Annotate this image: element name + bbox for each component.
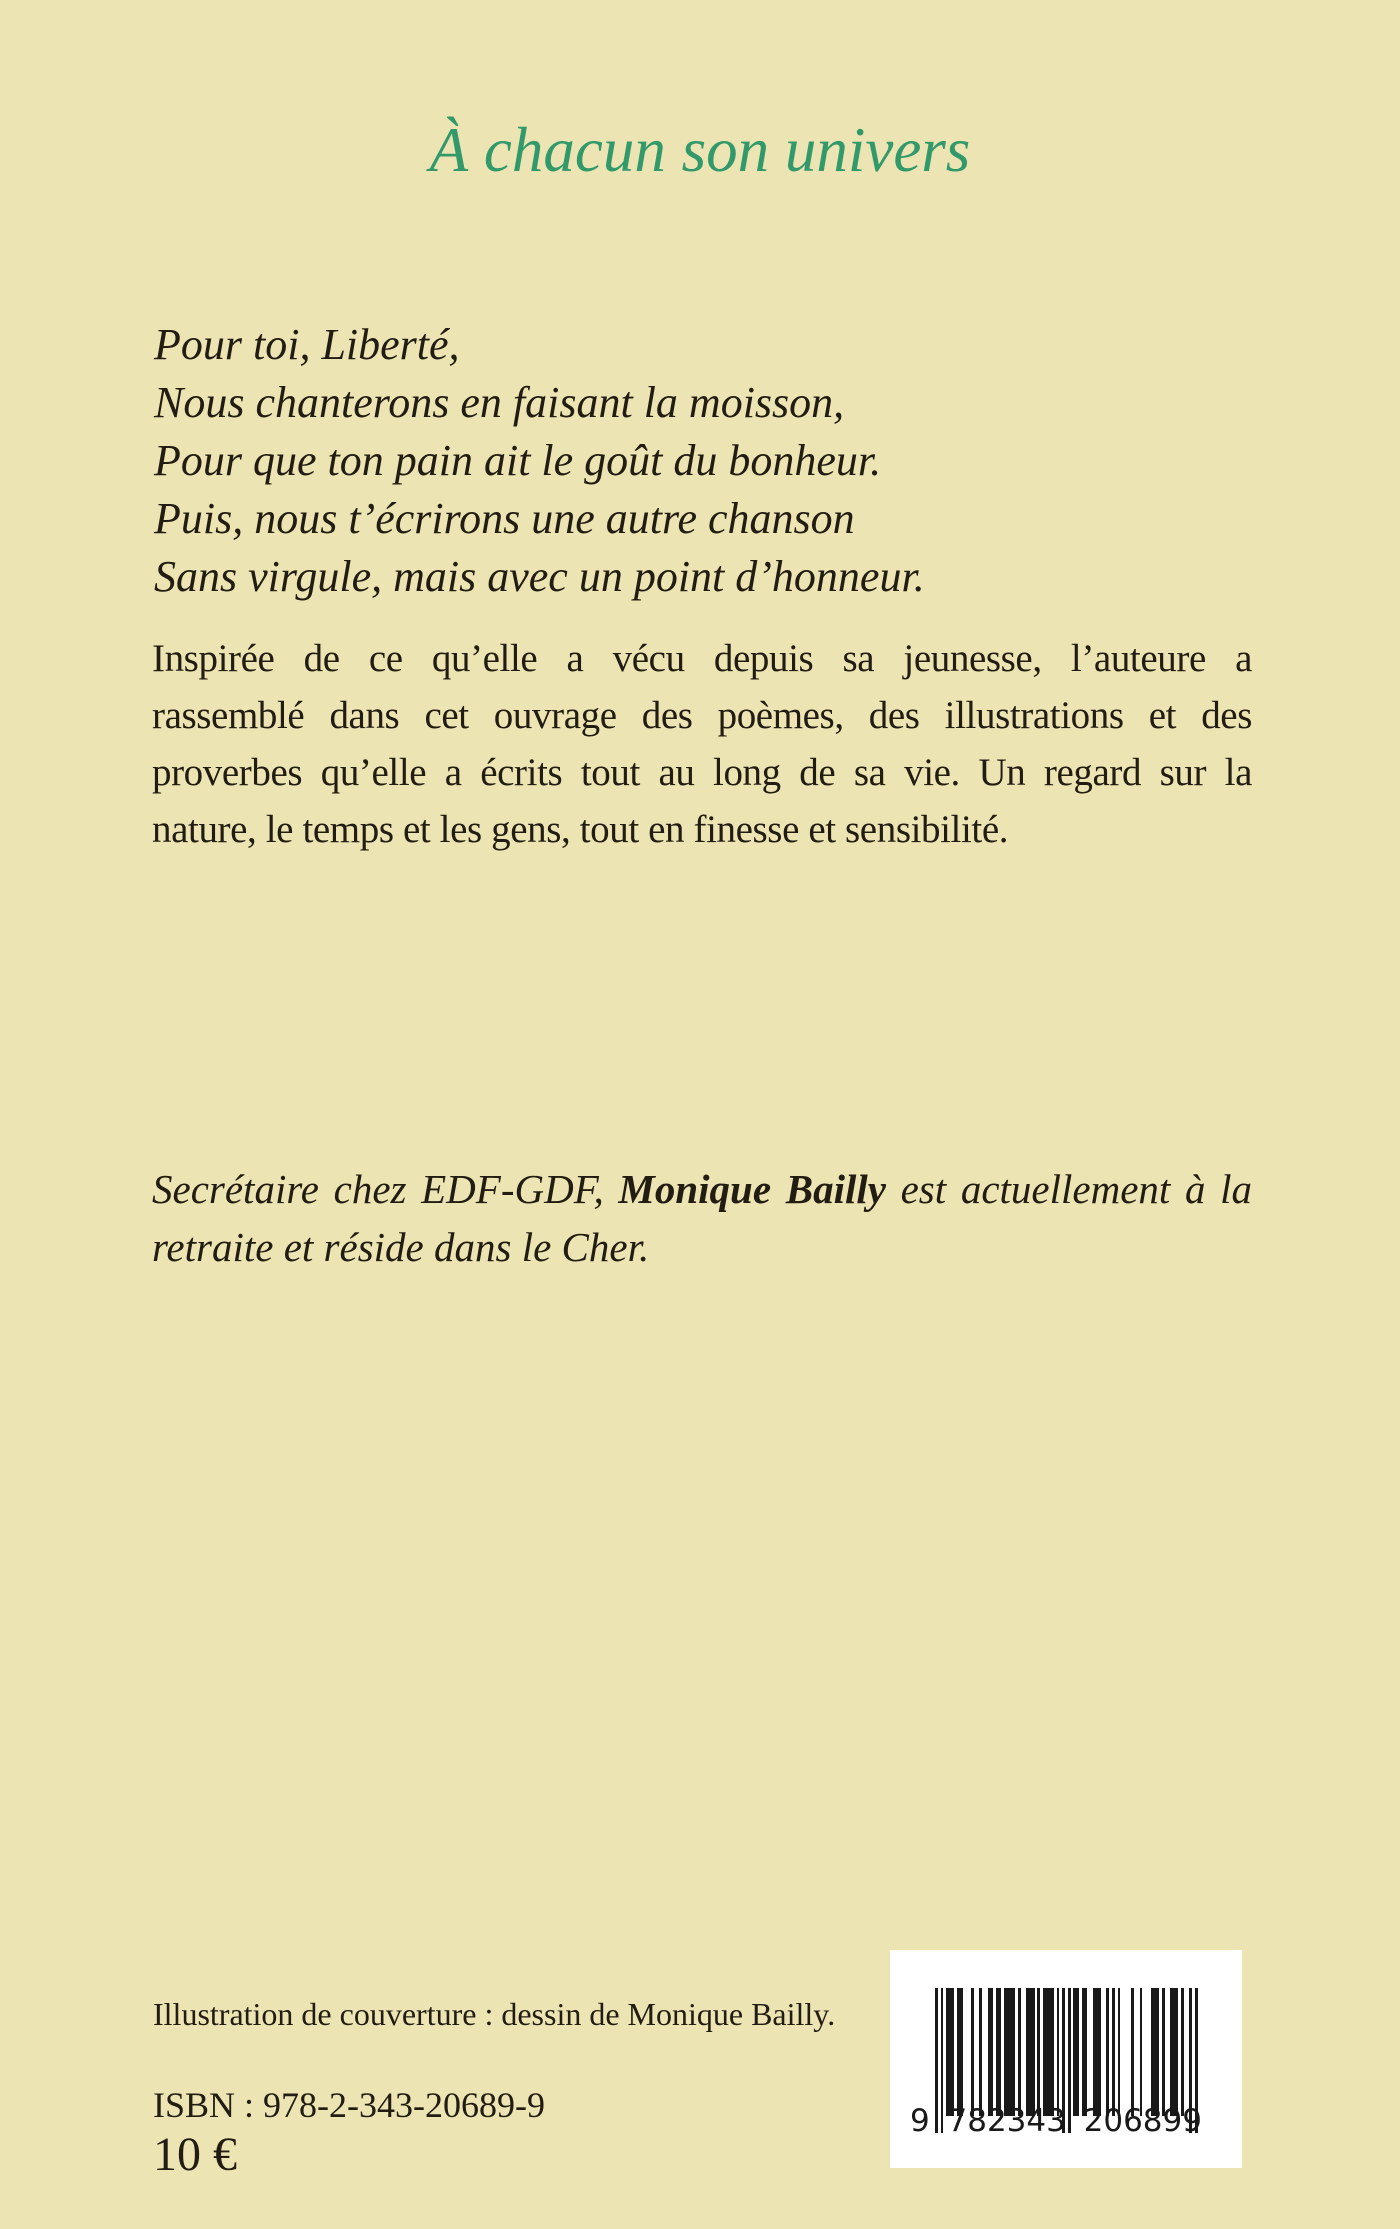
author-bio-line: retraite et réside dans le Cher. [152,1224,650,1270]
cover-illustration-credit: Illustration de couverture : dessin de Monique Bailly. [153,1996,836,2032]
description-line: Inspirée de ce qu’elle a vécu depuis sa jeunesse, l’auteure a [152,637,1252,680]
barcode-digit-group: 782343 [947,2103,1066,2139]
page-title: À chacun son univers [429,115,971,185]
barcode [890,1950,1242,2168]
description-line: proverbes qu’elle a écrits tout au long de sa vie. Un regard sur la [152,751,1252,794]
author-bio-line [152,1160,1252,1218]
poem [154,316,1246,606]
poem-line: Nous chanterons en faisant la moisson, [154,378,845,427]
bio-suffix: est actuellement à la [900,1166,1253,1212]
description-line: nature, le temps et les gens, tout en finesse et sensibilité. [152,808,1009,851]
description-line: rassemblé dans cet ouvrage des poèmes, des illustrations et des [152,694,1252,737]
poem-line: Pour que ton pain ait le goût du bonheur. [154,436,882,485]
poem-line: Puis, nous t’écrirons une autre chanson [154,494,855,543]
author-name: Monique Bailly [618,1166,886,1212]
barcode-digits [910,2104,1202,2138]
author-bio [152,1160,1252,1276]
barcode-digit-group: 206899 [1083,2103,1202,2139]
poem-line: Pour toi, Liberté, [154,320,460,369]
price: 10 € [153,2128,237,2181]
barcode-digit-group: 9 [910,2103,930,2139]
isbn-number: ISBN : 978-2-343-20689-9 [153,2085,545,2125]
poem-line: Sans virgule, mais avec un point d’honneur. [154,552,925,601]
description-paragraph [152,630,1252,858]
bio-prefix: Secrétaire chez EDF-GDF, [152,1166,604,1212]
